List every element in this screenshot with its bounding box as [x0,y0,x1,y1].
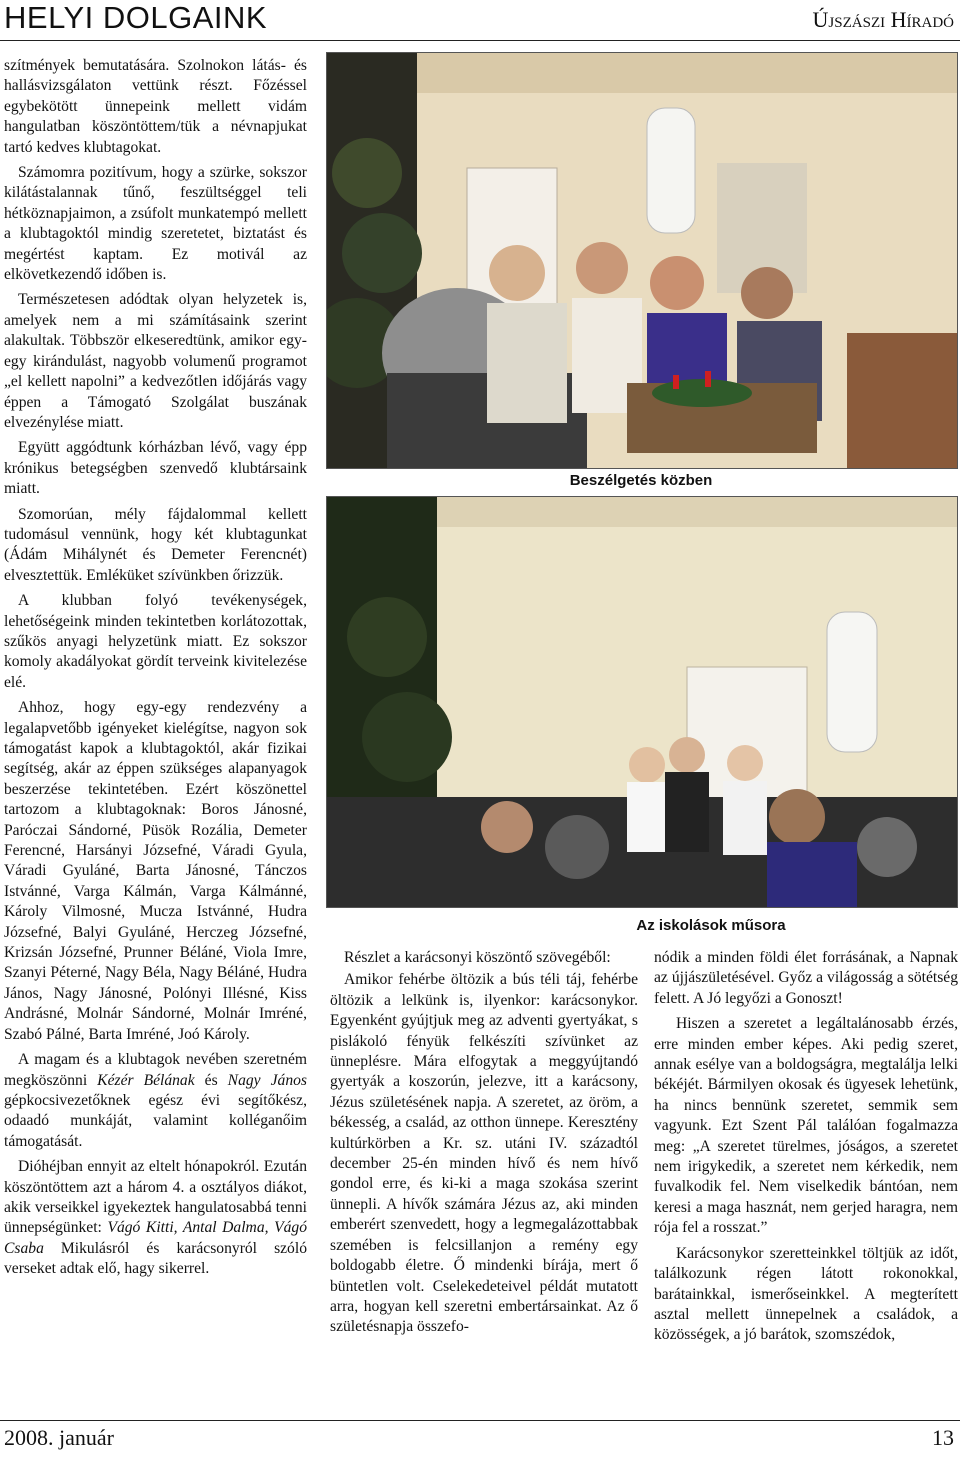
header-divider [0,40,960,41]
quote-intro: Részlet a karácsonyi köszöntő szövegéből: [344,949,611,966]
page-number: 13 [932,1425,954,1450]
paragraph: Számomra pozitívum, hogy a szürke, sokszor kilátástalannak tűnő, feszültséggel teli hétköznapjaimon, a zsúfolt munkatempó mellett a klubtagoktól mindig szeretetet, biztatást és megértést kaptam. Ez motivál az elkövetkezendő időben is. [4,164,307,284]
right-column [654,948,958,1351]
closing-paragraph [4,1157,307,1279]
paragraph: Amikor fehérbe öltözik a bús téli táj, fehérbe öltözik a lelkünk is, ilyenkor: karácsonykor. Egyenként gyújtjuk meg az adventi gyertyákat, s pislákoló fényük felkészíti szívünket az ünneplésre. Mára elfogytak a meggyújtandó gyertyák a koszorún, jelezve, itt a karácsony, Jézus születésének napja. A szeretet, az öröm, a békesség, a család, az otthon ünnepe. Keresztény kultúrkörben a Kr. sz. utáni IV. századtól december 25-én minden hívő és nem hívő gondol erre, és ki-ki a maga szokása szerint ünnepli. A hívők számára Jézus az, aki minden emberért szenvedett, hogy a legmegalázottabbak szemében is felcsillanjon a remény egy boldogabb életre. Ő mindenki bírája, mert ő büntetlen volt. Cselekedeteivel példát mutatott arra, hogyan kell szeretni embertársainkat. Az ő születésnapja összefo- [330,971,638,1336]
paragraph: szítmények bemutatására. Szolnokon látás- és hallásvizsgálaton vettünk részt. Főzéssel egybekötött ünnepeink mellett vidám hangulatban köszöntöttem/tük a névnapjukat tartó kedves klubtagokat. [4,57,307,156]
middle-column [330,948,638,1343]
text-run: A magam és a klubtagok nevében szeretném megköszönni [4,1051,307,1089]
thanks-paragraph [4,1050,307,1152]
text-run: és [194,1071,228,1089]
paragraph: Karácsonykor szeretteinkkel töltjük az időt, találkozunk régen látott rokonokkal, barátainkkal, ismerőseinkkel. A megterített asztal mellett ünnepelnek a családok, a közösségek, a jó barátok, szomszédok, [654,1244,958,1344]
left-column [4,56,307,1280]
publication-name: Újszászi Híradó [812,7,954,32]
photo-school-program [326,496,958,908]
photo-illustration [327,53,957,468]
photo-caption: Az iskolások műsora [636,917,786,934]
paragraph: A klubban folyó tevékenységek, lehetőségeink minden tekintetben korlátozottak, szűkös anyagi helyzetünk miatt. Ez sokszor komoly akadályokat gördít terveink kivitelezése elé. [4,592,307,691]
paragraph: Együtt aggódtunk kórházban lévő, vagy épp krónikus betegségben szenvedő klubtársaink miatt. [4,439,307,498]
paragraph: Szomorúan, mély fájdalommal kellett tudomásul vennünk, hogy két klubtagunkat (Ádám Mihálynét és Demeter Ferencnét) elvesztettük. Emléküket szívünkben őrizzük. [4,505,307,584]
photo-illustration [327,497,957,907]
driver-name: Kézér Bélának [97,1071,195,1089]
paragraph: Ahhoz, hogy egy-egy rendezvény a legalapvetőbb igényeket kielégítse, nagyon sok támogatást kapok a klubtagoktól, akár fizikai segítség, akár az éppen szükséges alapanyagok beszerzése tekintetében. Ezért köszönettel tartozom a klubtagoknak: Boros Jánosné, Paróczai Sándorné, Püsök Rozália, Demeter Ferencné, Harsányi Józsefné, Váradi Gyula, Váradi Gyuláné, Barta Jánosné, Tánczos Istvánné, Varga Kálmán, Varga Kálmánné, Károly Vilmosné, Mucza Istvánné, Hudra Józsefné, Balyi Gyuláné, Herczeg Józsefné, Krizsán Józsefné, Prunner Béláné, Viola Imre, Szanyi Péterné, Nagy Béla, Nagy Béláné, Hudra János, Nagy Jánosné, Polónyi Illésné, Kiss Andrásné, Molnár Sándorné, Molnár Imréné, Szabó Pálné, Barta Imréné, Joó Károly. [4,699,307,1043]
section-title: HELYI DOLGAINK [4,0,268,35]
driver-name: Nagy János [227,1071,307,1089]
text-run: Mikulásról és karácsonyról szóló verseket adtak elő, hagy sikerrel. [4,1239,307,1278]
photo-conversation [326,52,958,469]
paragraph: nódik a minden földi élet forrásának, a Napnak az újjászületésével. Győz a világosság a sötétség felett. A Jó legyőzi a Gonoszt! [654,949,958,1007]
issue-date: 2008. január [4,1425,114,1450]
student-names: Vágó Kitti, Antal Dalma, Vágó Csaba [4,1219,307,1257]
paragraph: Természetesen adódtak olyan helyzetek is, amelyek nem a mi számításaink szerint alakultak. Többször elkeseredtünk, amikor egy-egy kirándulást, nagyobb volumenű programot „el kellett napolni” a kedvezőtlen időjárás vagy éppen a Támogató Szolgálat buszának elvezénylése miatt. [4,291,307,431]
text-run: Dióhéjban ennyit az eltelt hónapokról. Ezután köszöntöttem azt a három 4. a osztályos diákot, akik verseikkel igyekeztek hangulatosabbá tenni ünnepségünket: [4,1158,307,1237]
footer-divider [0,1420,960,1421]
paragraph: Hiszen a szeretet a legáltalánosabb érzés, erre minden ember képes. Aki pedig szeret, annak esélye van a boldogságra, megtalálja lelki békéjét. Bármilyen okosak és ügyesek lehetünk, ha nincs bennünk szeretet, semmik sem vagyunk. Ezt Szent Pál találóan fogalmazza meg: „A szeretet türelmes, jóságos, a szeretet nem irigykedik, a szeretet nem kérkedik, nem fuvalkodik fel. Nem viselkedik bántóan, nem keresi a maga hasznát, nem gerjed haragra, nem rója fel a rosszat.” [654,1015,958,1237]
text-run: gépkocsivezetőknek egész évi segítőkész, odaadó munkáját, valamint kolléganőim támogatását. [4,1091,307,1150]
photo-caption: Beszélgetés közben [569,472,713,489]
